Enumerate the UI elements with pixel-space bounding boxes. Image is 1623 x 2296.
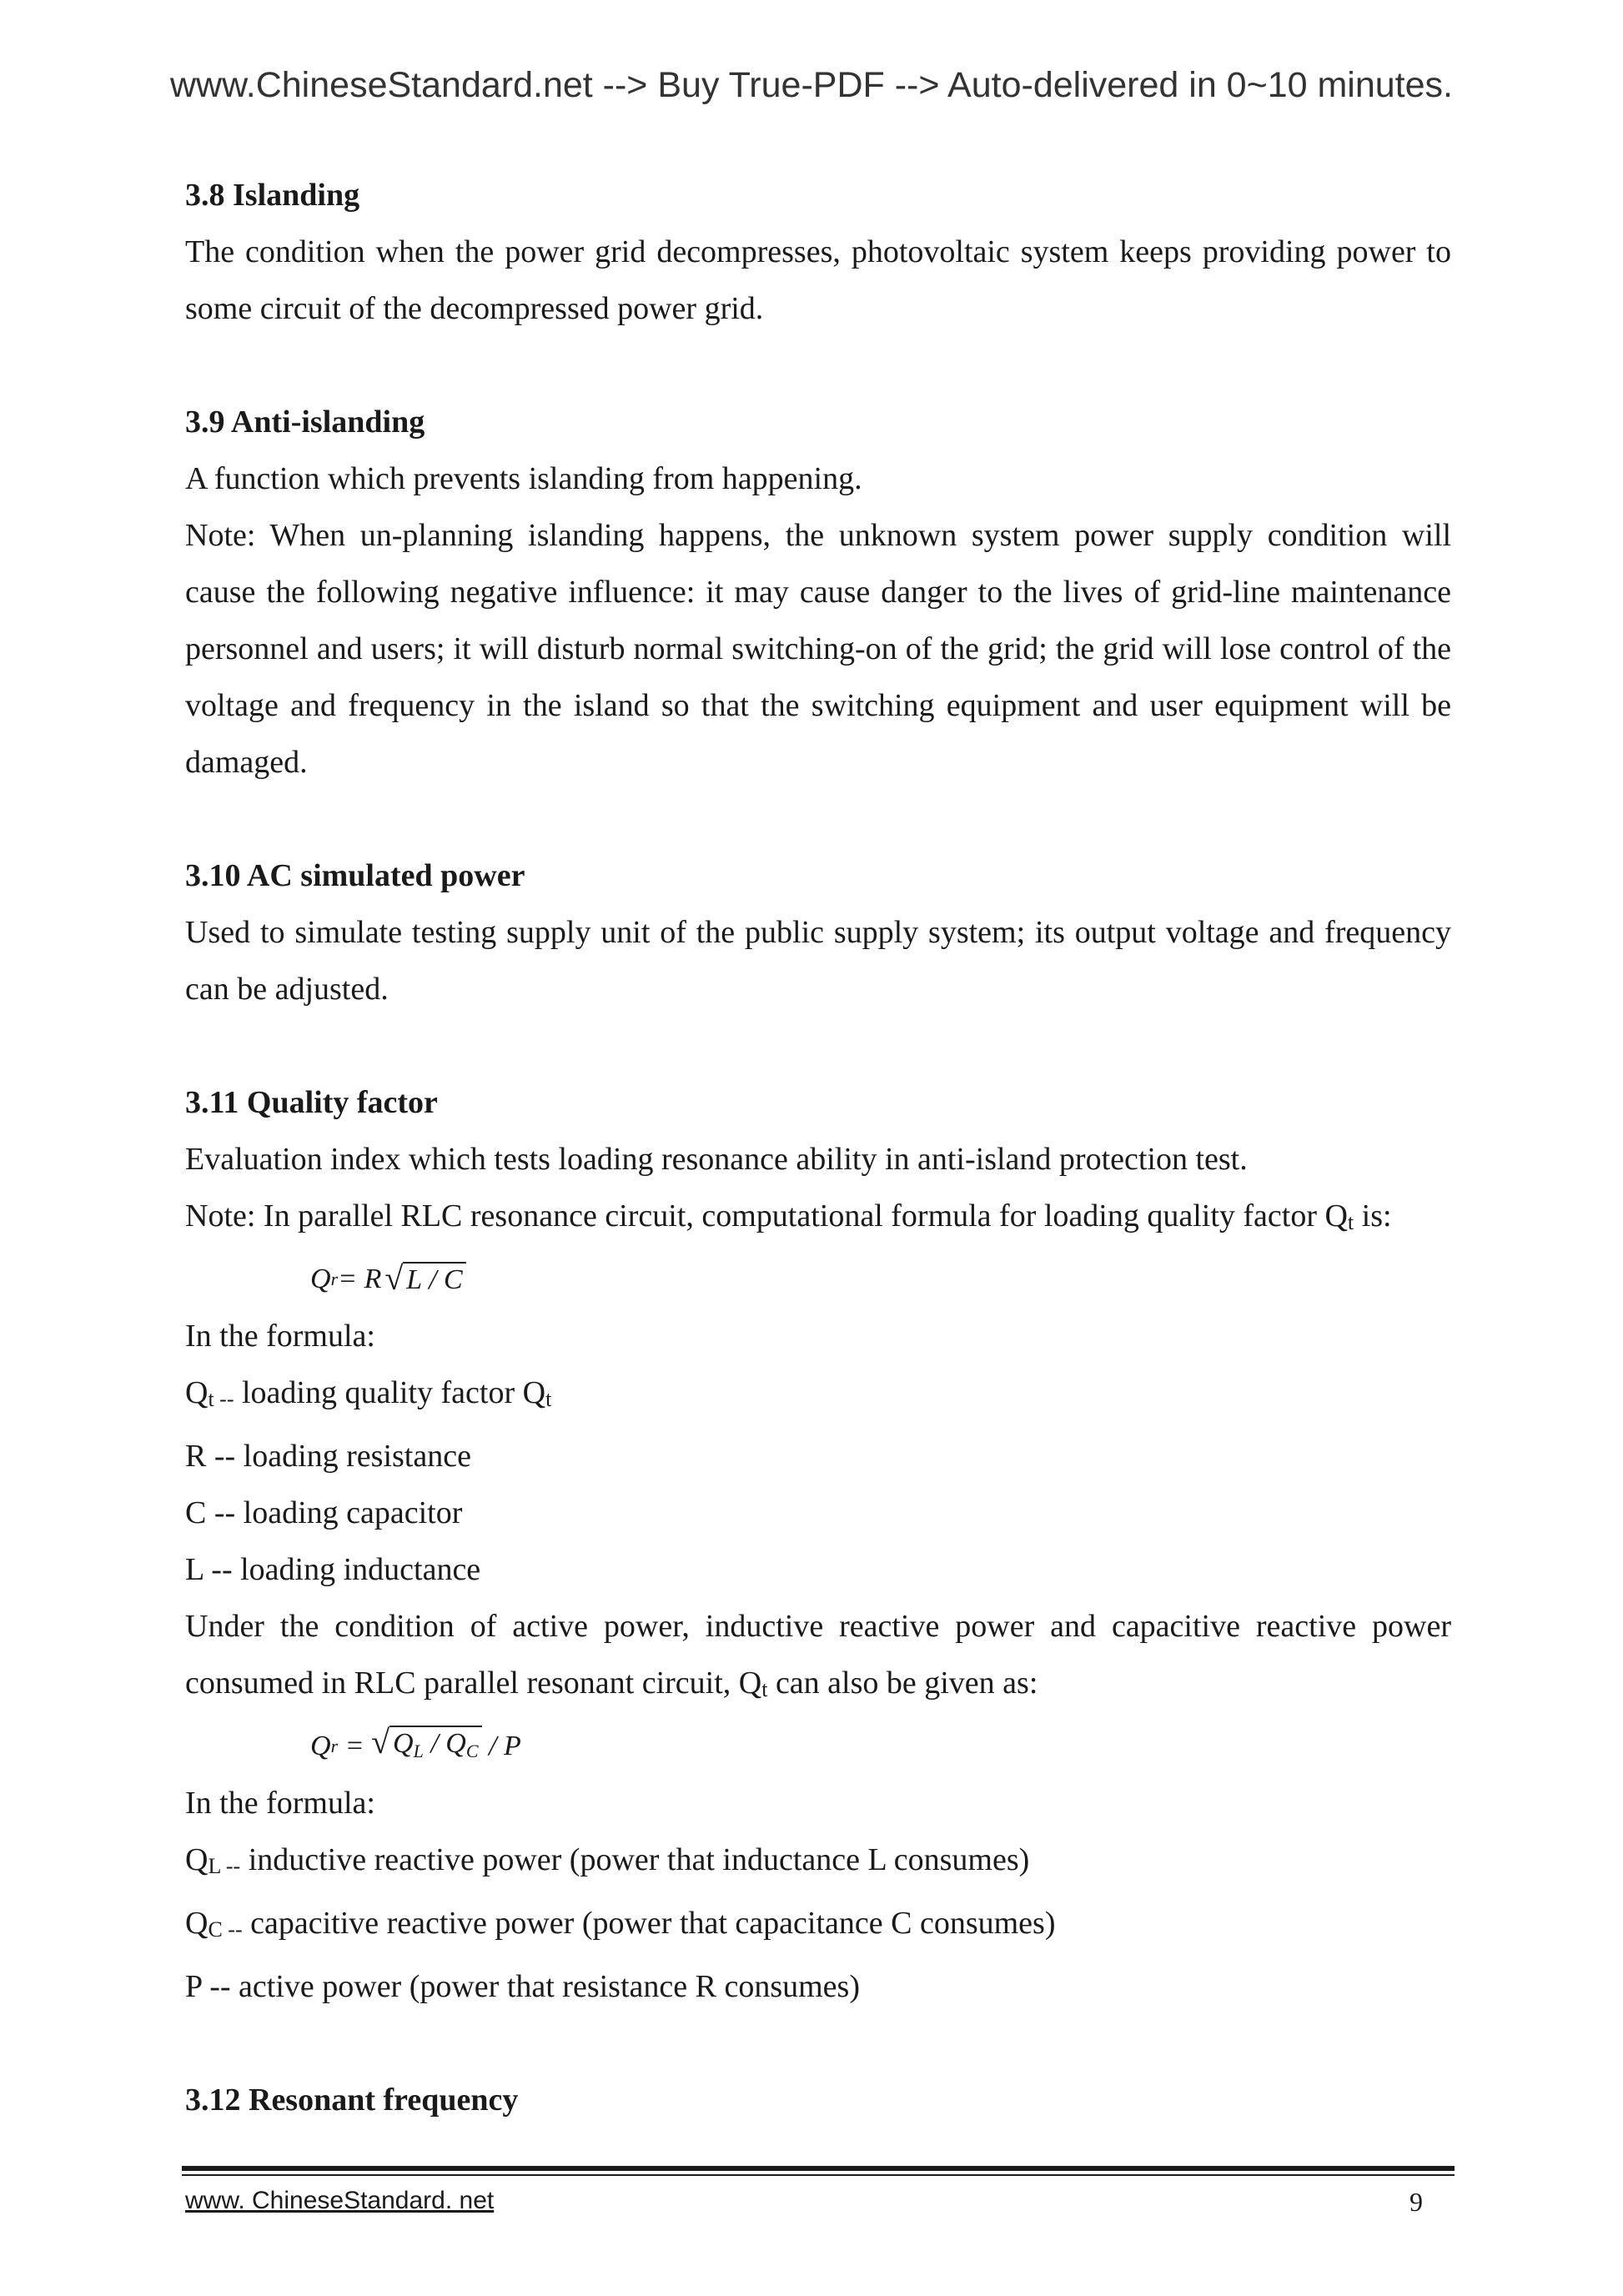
def-c: C -- loading capacitor [185, 1495, 463, 1530]
def-ql: QL -- inductive reactive power (power that inductance L consumes) [185, 1842, 1030, 1878]
section-3-10-text: Used to simulate testing supply unit of the public supply system; its output voltage and frequency can be adjusted. [185, 915, 1451, 1007]
def-l: L -- loading inductance [185, 1552, 481, 1587]
footer-rule-thick [182, 2166, 1455, 2171]
section-3-11-under: Under the condition of active power, inductive reactive power and capacitive reactive power consumed in RLC parallel resonant circuit, Qt can also be given as: [185, 1609, 1451, 1701]
formula-quality-factor-1: Q r = R √ L / C [185, 1251, 1451, 1308]
formula-quality-factor-2: Q r = √ $Q_L / Q_C$ / P [185, 1718, 1451, 1775]
def-r: R -- loading resistance [185, 1439, 471, 1474]
section-3-11-text: Evaluation index which tests loading resonance ability in anti-island protection test. [185, 1142, 1248, 1177]
section-3-9-text: A function which prevents islanding from happening. [185, 461, 862, 496]
section-3-8-title: 3.8 Islanding [185, 178, 360, 213]
section-3-10-title: 3.10 AC simulated power [185, 858, 525, 893]
section-3-11-title: 3.11 Quality factor [185, 1085, 438, 1120]
in-formula-label-2: In the formula: [185, 1786, 375, 1821]
in-formula-label-1: In the formula: [185, 1319, 375, 1354]
footer-link[interactable]: www. ChineseStandard. net [185, 2187, 495, 2214]
def-p: P -- active power (power that resistance R consumes) [185, 1969, 860, 2004]
section-3-8-text: The condition when the power grid decompresses, photovoltaic system keeps providing power to some circuit of the decompressed power grid. [185, 234, 1451, 326]
sqrt-symbol: √ $Q_L / Q_C$ [371, 1726, 481, 1768]
section-3-11-note: Note: In parallel RLC resonance circuit, computational formula for loading quality factor Qt is: [185, 1198, 1392, 1234]
section-3-9-note: Note: When un-planning islanding happens, the unknown system power supply condition will cause the following negative influence: it may cause danger to the lives of grid-line maintenance personnel and users; it will disturb normal switching-on of the grid; the grid will lose control of the voltage and frequency in the island so that the switching equipment and user equipment will be damaged. [185, 518, 1451, 780]
sqrt-symbol: √ L / C [384, 1262, 465, 1297]
footer-rule-thin [182, 2174, 1455, 2176]
def-qc: QC -- capacitive reactive power (power that capacitance C consumes) [185, 1906, 1056, 1942]
header-banner: www.ChineseStandard.net --> Buy True-PDF --> Auto-delivered in 0~10 minutes. [169, 65, 1453, 105]
def-qt: Qt -- loading quality factor Qt [185, 1375, 552, 1411]
page-number: 9 [1409, 2187, 1423, 2217]
section-3-9-title: 3.9 Anti-islanding [185, 404, 425, 440]
section-3-12-title: 3.12 Resonant frequency [185, 2082, 519, 2118]
document-body [185, 167, 1451, 2128]
